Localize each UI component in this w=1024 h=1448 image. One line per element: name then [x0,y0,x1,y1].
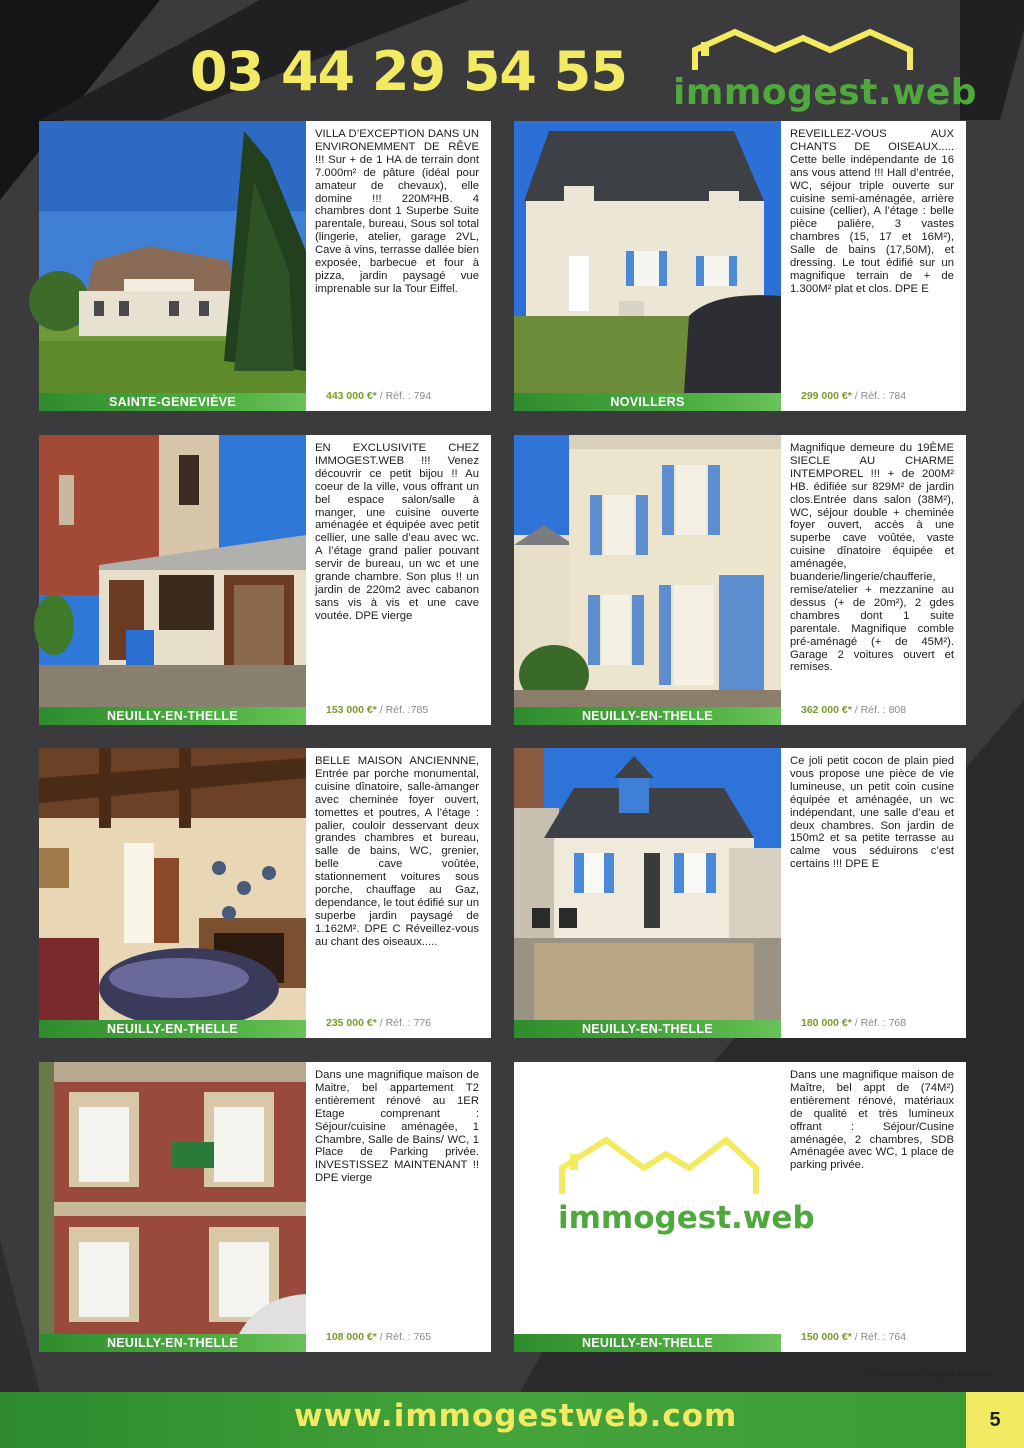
listing-city: NOVILLERS [514,393,781,411]
listing-price-line [801,1017,906,1029]
listing-card[interactable] [39,1062,491,1352]
listing-description: Ce joli petit cocon de plain pied vous propose une pièce de vie lumineuse, un petit coin cusine équipée et aménagée, un wc indépendant, une salle d’eau et deux chambres. Son jardin de 150m2 et sa petite terrasse au calme vous séduirons c’est certains !!! DPE E [790,755,954,871]
property-photo [514,1062,815,1334]
listing-city: NEUILLY-EN-THELLE [514,1020,781,1038]
listing-city: SAINTE-GENEVIÈVE [39,393,306,411]
property-photo [514,121,781,393]
page-number: 5 [966,1392,1024,1448]
listing-description: BELLE MAISON ANCIENNNE, Entrée par porche monumental, cuisine dînatoire, salle-àmanger avec cheminée foyer ouvert, tomettes et poutres, A l’étage : palier, couloir desservant deux grandes chambres et bureau, salle de bains, WC, grenier, belle cave voûtée, stationnement voitures sous porche, chauffage au Gaz, dependance, le tout édifié sur un superbe jardin paysagé de 1.162M². DPE C Réveillez-vous au chant des oiseaux..... [315,755,479,948]
listing-card[interactable] [39,435,491,725]
price-separator: / [854,704,858,716]
listing-price-line [326,390,431,402]
listing-city: NEUILLY-EN-THELLE [39,707,306,725]
logo-text: immogest.web [558,1200,815,1236]
price-separator: / [854,1017,858,1029]
listing-price: 108 000 €* [326,1331,377,1343]
listing-price-line [801,390,906,402]
listing-city: NEUILLY-EN-THELLE [39,1020,306,1038]
property-photo [514,435,781,707]
listing-price-line [326,1017,431,1029]
listing-price: 150 000 €* [801,1331,852,1343]
listing-ref: Réf. : 765 [385,1331,432,1343]
phone-number: 03 44 29 54 55 [190,40,627,103]
listing-city: NEUILLY-EN-THELLE [514,1334,781,1352]
brand-logo-placeholder [544,1132,815,1282]
listing-card[interactable] [514,121,966,411]
price-separator: / [854,390,858,402]
logo-text: immogest.web [673,72,978,113]
listing-price-line [326,1331,431,1343]
listing-card[interactable] [514,435,966,725]
listing-card[interactable] [39,748,491,1038]
brand-logo [665,28,978,118]
price-separator: / [854,1331,858,1343]
listing-ref: Réf. :785 [385,704,429,716]
roof-logo-icon [544,1132,764,1202]
price-separator: / [379,390,383,402]
listing-price: 180 000 €* [801,1017,852,1029]
listing-price-line [326,704,428,716]
listing-ref: Réf. : 768 [860,1017,907,1029]
listing-description: Dans une magnifique maison de Maître, bel appt de (74M²) entièrement rénové, matériaux de qualité et très lumineux offrant : Séjour/Cusine aménagée, 2 chambres, SDB Aménagée avec WC, 1 place de parking privée. [790,1069,954,1172]
property-photo [39,435,306,707]
listing-card[interactable] [39,121,491,411]
listing-ref: Réf. : 784 [860,390,907,402]
listing-ref: Réf. : 808 [860,704,907,716]
listing-description: Magnifique demeure du 19ÈME SIECLE AU CHARME INTEMPOREL !!! + de 200M² HB. édifiée sur 829M² de jardin clos.Entrée dans salon (38M²), WC, séjour double + cheminée foyer ouvert, accès à une superbe cave voûtée, vaste cuisine dînatoire équipée et aménagée, buanderie/lingerie/chaufferie, remise/atelier + mezzanine au dessus (+ de 20m²), 2 gdes chambres dont 1 suite parentale. Magnifique comble pré-aménagé (+ de 45M²). Garage 2 voitures ouvert et remises. [790,442,954,674]
listing-description: EN EXCLUSIVITE CHEZ IMMOGEST.WEB !!! Venez découvrir ce petit bijou !! Au coeur de la ville, vous offrant un bel espace salon/salle à manger, une cuisine ouverte aménagée et équipée avec petit cellier, une salle d’eau avec wc. A l’étage grand palier pouvant servir de bureau, un wc et une grande chambre. Son plus !! un jardin de 220m2 avec cabanon sans vis à vis et une cave voutée. DPE vierge [315,442,479,622]
property-photo [514,748,781,1020]
listing-price-line [801,704,906,716]
listing-price: 299 000 €* [801,390,852,402]
listing-city: NEUILLY-EN-THELLE [514,707,781,725]
footnote: * Honoraires charges vendeur [865,1368,992,1379]
property-photo [39,1062,306,1334]
listing-city: NEUILLY-EN-THELLE [39,1334,306,1352]
price-separator: / [379,1331,383,1343]
property-photo [39,121,306,393]
listing-description: Dans une magnifique maison de Maitre, bel appartement T2 entièrement rénové au 1ER Etage comprenant : Séjour/cuisine aménagée, 1 Chambre, Salle de Bains/ WC, 1 Place de Parking privée. INVESTISSEZ MAINTENANT !! DPE vierge [315,1069,479,1185]
listing-ref: Réf. : 776 [385,1017,432,1029]
listing-description: VILLA D’EXCEPTION DANS UN ENVIRONEMMENT DE RÊVE !!! Sur + de 1 HA de terrain dont 7.000m² de pâture (idéal pour amateur de chevaux), elle domine !!! 220M²HB. 4 chambres dont 1 Superbe Suite parentale, bureau, Sous sol total (lingerie, atelier, garage 2VL, Cave à vins, terrasse dallée bien exposée, barbecue et four à pizza, jardin paysagé vue imprenable sur la Tour Eiffel. [315,128,479,295]
listing-card[interactable] [514,748,966,1038]
listing-description: REVEILLEZ-VOUS AUX CHANTS DE OISEAUX..... Cette belle indépendante de 16 ans vous attend !!! Hall d’entrée, WC, séjour triple ouverte sur cuisine semi-aménagée, arrière cuisine (cellier), A l’étage : belle pièce palière, 3 vastes chambres (15, 17 et 16M²), Salle de bains (17,50M), et dressing. Le tout édifié sur un magnifique terrain de + de 1.300M² plat et clos. DPE E [790,128,954,295]
listing-card[interactable] [514,1062,966,1352]
listing-price: 153 000 €* [326,704,377,716]
listing-price: 443 000 €* [326,390,377,402]
listing-ref: Réf. : 794 [385,390,432,402]
price-separator: / [379,1017,383,1029]
listing-price: 362 000 €* [801,704,852,716]
property-photo [39,748,306,1020]
listing-price: 235 000 €* [326,1017,377,1029]
listing-ref: Réf. : 764 [860,1331,907,1343]
footer-bar [0,1392,1024,1448]
listing-price-line [801,1331,906,1343]
price-separator: / [379,704,383,716]
website-link[interactable]: www.immogestweb.com [294,1398,738,1434]
